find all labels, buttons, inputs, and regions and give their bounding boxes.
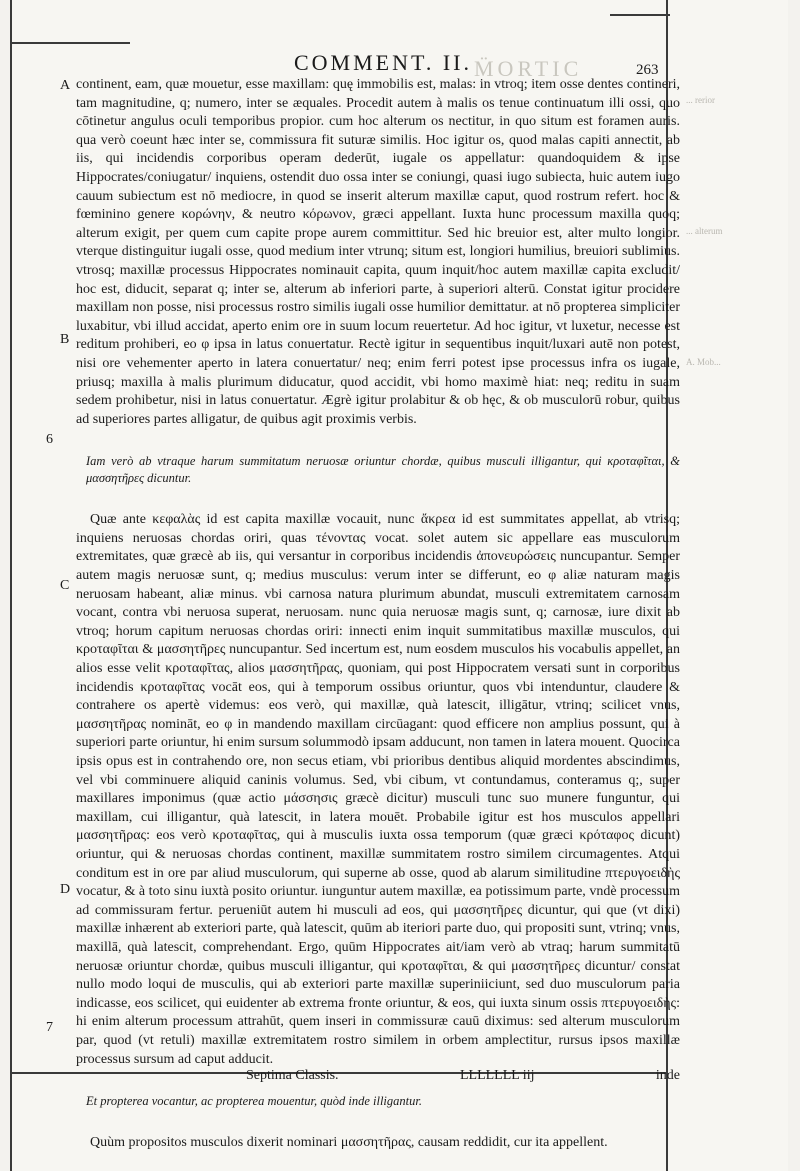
footer-signature: LLLLLLL iij (459, 1068, 535, 1083)
body-text (76, 76, 680, 1153)
show-through-header: M̈ORTIC (474, 56, 583, 81)
frame-left-rule (10, 0, 12, 1171)
margin-letter-a: A (60, 78, 71, 93)
page-number: 263 (636, 62, 659, 78)
running-header: COMMENT. II. (294, 50, 472, 75)
footer-catchword: inde (655, 1068, 680, 1083)
show-through-note-1: ... rerior (686, 95, 715, 105)
lemma-quote-1: Iam verò ab vtraque harum summitatum neruosæ oriuntur chordæ, quibus musculi illigantur, qui κροταφῖται, & μασσητῆρες dicuntur. (86, 454, 680, 486)
footer-section: Septima Classis. (246, 1068, 339, 1083)
page-footer (76, 1068, 680, 1084)
lemma-quote-2: Et propterea vocantur, ac propterea mouentur, quòd inde illigantur. (86, 1094, 422, 1109)
margin-letter-b: B (60, 332, 70, 347)
margin-number-6: 6 (46, 432, 53, 447)
show-through-note-3: A. Mob... (686, 357, 721, 367)
page-sheet (10, 0, 788, 1171)
show-through-margin (686, 95, 786, 488)
show-through-note-2: ... alterum (686, 226, 723, 236)
margin-number-7: 7 (46, 1020, 53, 1035)
paragraph-3: Quùm propositos musculos dixerit nominari μασσητῆρας, causam reddidit, cur ita appellent. (90, 1135, 608, 1151)
paragraph-2: Quæ ante κεφαλὰς id est capita maxillæ vocauit, nunc ἄκρεα id est summitates appellat, ab vtrisq; inquiens neruosas chordas oriri, quas τένοντας vocat. solet autem sic appellare eas musculorum extremitates, quæ græcè ab iis, qui versantur in corporibus incidendis ἀπονευρώσεις nuncupantur. Semper autem magis neruosæ sunt, q; medius musculus: verum inter se differunt, eo φ aliæ naturam magis neruosam habeant, aliæ minus. vbi carnosa natura plurimum abundat, musculi extremitatem carnosam vocant, contra vbi neruosa superat, neruosam. nunc quia neruosæ magis sunt, q; carnosæ, iure dixit ab vtroq; horum capitum neruosas chordas oriri: innecti enim inquit summitatibus maxillæ musculos, qui κροταφῖται & μασσητῆρες nuncupantur. Sed incertum est, num eosdem musculos his vocabulis appellet, an alios esse velit κροταφῖτας, alios μασσητῆρας, quoniam, qui post Hippocratem versati sunt in corporibus incidendis κροταφῖτας vocāt eos, qui à temporum ossibus oriuntur, quos vbi intenduntur, claudere & contrahere os apertè videmus: eos verò, qui maxillæ, quà latescit, illigātur, vtrinq; scilicet vnus, μασσητῆρας nomināt, eo φ in mandendo maxillam circūagant: quod efficere non amplius possunt, qui à superiori parte oriuntur, hi enim sursum solummodò ipsam adducunt, non tamen in latera mouent. Quocirca ipsis opus est in contrahendo ore, non secus etiam, vbi prioribus dentibus aliquid mordentes abscindimus, vel vbi comminuere aliquid caninis volumus. Sed, vbi cibum, vt contundamus, conteramus q;, super maxillares imponimus (quæ actio μάσσησις græcè dicitur) musculi tunc suo munere funguntur, qui maxillam, cui illigantur, quà latescit, in latera mouēt. Probabile igitur est hos musculos appellari μασσητῆρας: eos verò κροταφῖτας, qui à musculis iuxta ossa temporum (quæ græci κρόταφος dicunt) oriuntur, qui & neruosas chordas continent, maxillæ summitatem rostro similem circumagentes. Atqui conditum est in ore par aliud musculorum, qui superne ab osse, quod ab alarum similitudine πτερυγοειδὴς vocatur, & à toto sinu iuxtà posito oriuntur. iunguntur autem maxillæ, ea potissimum parte, vndè processum ad commissuram fertur. perueniūt autem hi musculi ad eos, qui μασσητῆρες dicuntur, qui que (vt dixi) maxillæ inhærent ab exteriori parte, quà latescit, quūm ab iteriori parte duo, qui propositi sunt, vtrinq; vnus, maxillā, quà latescit, comprehendant. Ergo, quūm Hippocrates ait/iam verò ab vtraq; harum summitatū neruosæ oriuntur chordæ, quibus musculi illigantur, qui κροταφῖται, & qui μασσητῆρες dicuntur/ constat nullo modo loqui de musculis, qui ab exteriori parte maxillæ superiniiciunt, sed duo musculorum paria indicasse, eos scilicet, qui euidenter ab extrema fronte oriuntur, & eos, qui iuxta sinum ossis πτερυγοειδὴς: hi enim alterum processum attrahūt, quem inseri in commissuræ cauū diximus: sed alterum musculorum par, quod (vt retuli) maxillæ extremitatem rostro similem in orbem amplectitur, rursus ipsos maxillæ processus sursum ad caput adducit. (76, 512, 680, 1067)
frame-top-left-rule (10, 42, 130, 44)
margin-letter-d: D (60, 882, 71, 897)
paragraph-1: continent, eam, quæ mouetur, esse maxillam: quę immobilis est, malas: in vtroq; item osse dentes contineri, tam magnitudine, q; numero, inter se æquales. Procedit autem à malis os tenue continuatum illi ossi, quo cōtinetur angulus oculi temporibus propior. cum hoc alterum os nectitur, in quo situm est foramen auris. qua verò coeunt hæc inter se, commissura fit suturæ similis. Hoc igitur os, quod malas capiti annectit, ab iis, qui incidendis corporibus operam dederūt, iugale os appellatur: quandoquidem & ipse Hippocrates/coniugatur/ inquiens, ostendit duo ossa inter se coniungi, quasi iugo subiecta, huic autem iugo cauum subiectum est nō mediocre, in quod se inserit alterum maxillæ caput, quod rostrum refert. hoc & fœminino genere κορώνην, & neutro κόρωνον, græci appellant. Iuxta hunc processum maxilla quoq; alterum exigit, per quem cum capite prope aurem committitur. Sed hic breuior est, alter multo longior. vterque distinguitur iugali osse, quod medium inter vtrunq; situm est, longiori humilius, breuiori sublimius. vtrosq; maxillæ processus Hippocrates nominauit capita, quum inquit/hoc autem maxillæ capita excludit/ hoc est, diducit, separat q; inter se, alterum ab inferiori parte, à superiori alterū. Constat igitur procidere maxillam non posse, nisi processus rostro similis iugali osse humilior demittatur. at nō propterea simpliciter luxabitur, vbi illud accidat, aperto enim ore in suum locum reuertetur. Ad hoc igitur, vt luxetur, necesse est reditum prohiberi, eo φ ipsa in latus conuertatur. Rectè igitur in sequentibus inquit/luxari autē non potest, nisi ore vehementer aperto in latera conuertatur/ neq; enim ferri potest ipse processus infra os iugale, priusq; maxilla à malis plurimum diducatur, quod accidit, vbi homo maximè hiat: neq; reditu in suam sedem prohibetur, nisi in latus conuertatur. Ægrè igitur prolabitur & ob hęc, & ob musculorū robur, quibus ad superiores partes alligatur, de quibus agit proximis verbis. (76, 77, 680, 427)
frame-top-right-rule (610, 14, 670, 16)
margin-letter-c: C (60, 578, 70, 593)
